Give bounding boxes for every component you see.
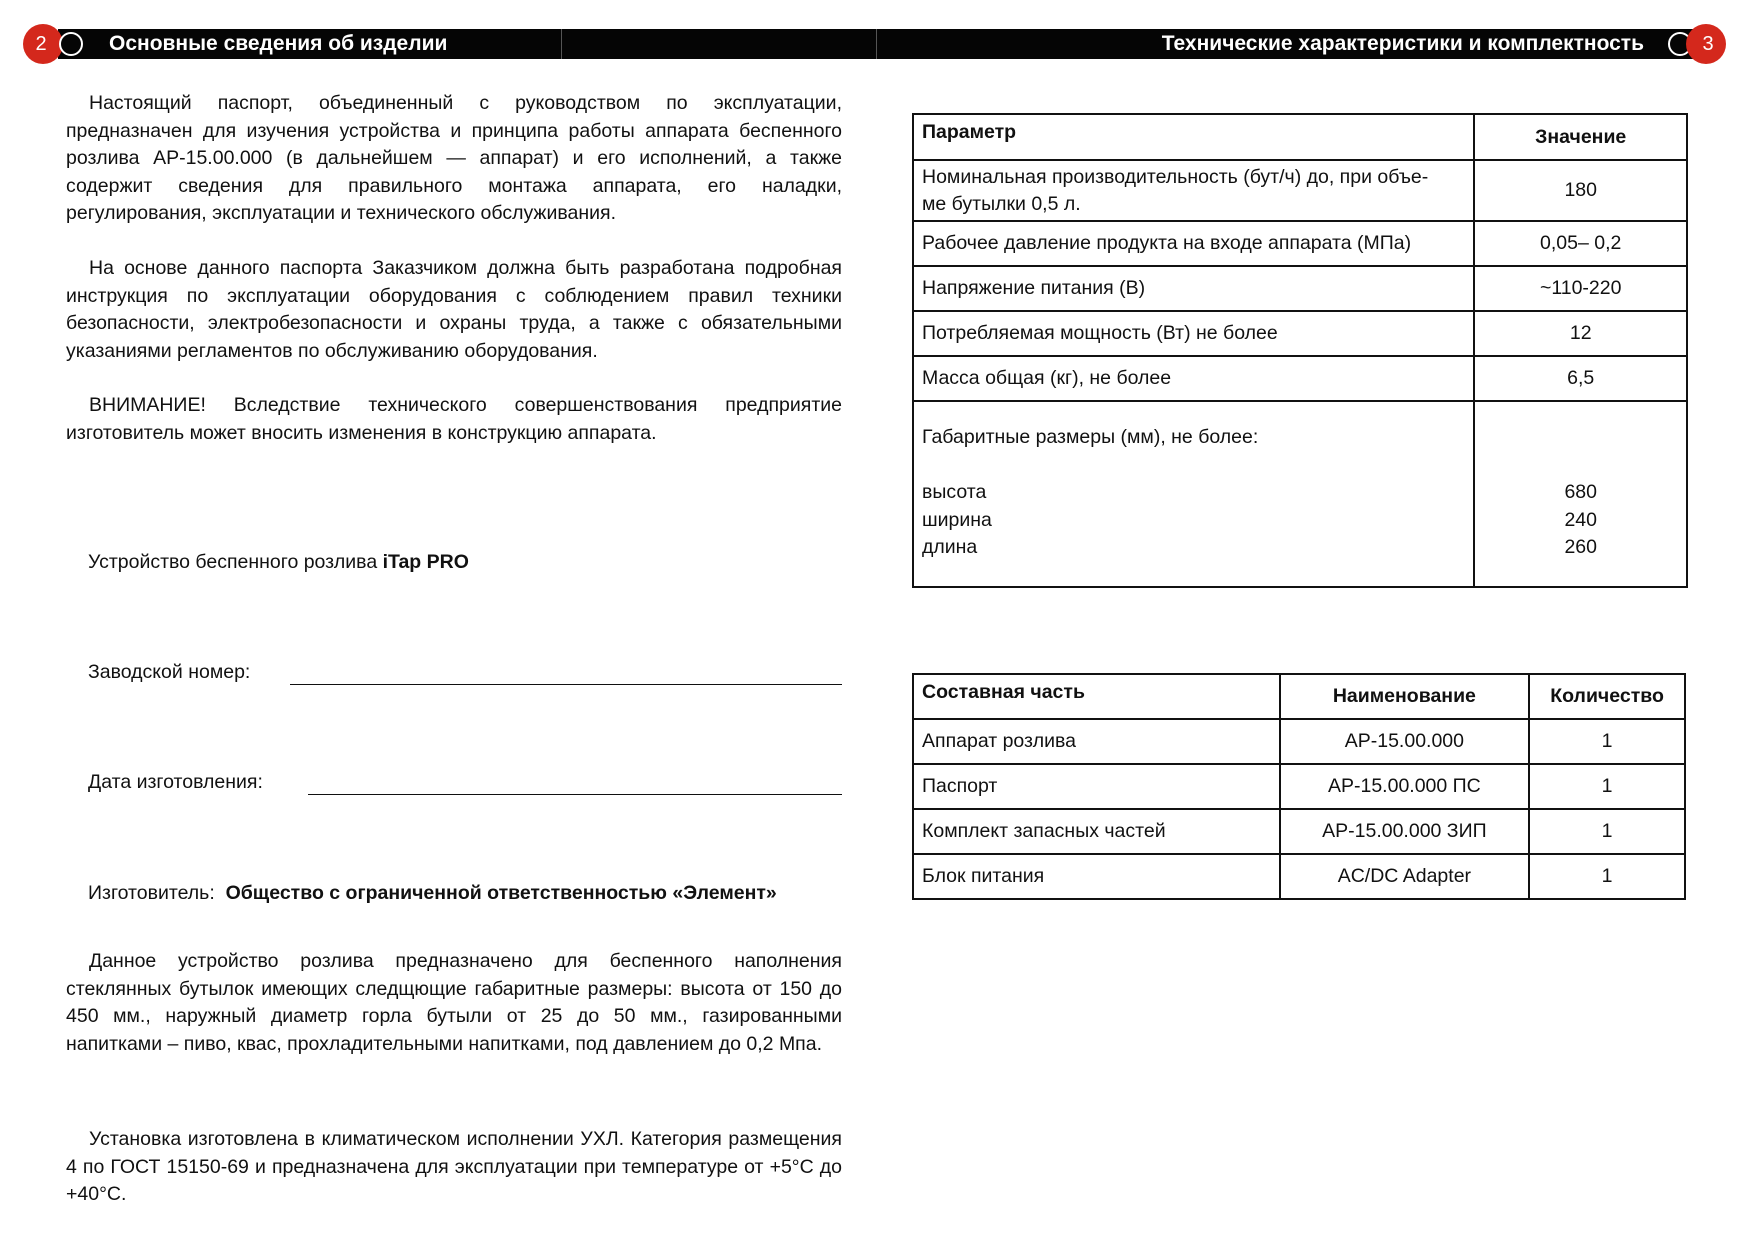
dimensions-title: Габаритные размеры (мм), не более: [922, 426, 1259, 448]
column-header-name: Наименование [1280, 674, 1530, 719]
kit-table [912, 673, 1686, 900]
value-cell: 0,05– 0,2 [1474, 221, 1687, 266]
name-cell: АР-15.00.000 ЗИП [1280, 809, 1530, 854]
manufacturer-name: Общество с ограниченной ответственностью «Элемент» [225, 882, 777, 904]
width-value: 240 [1564, 508, 1597, 531]
page-number-right: 3 [1686, 24, 1726, 64]
page-title-right: Технические характеристики и комплектность [1161, 32, 1644, 55]
value-cell: 6,5 [1474, 356, 1687, 401]
device-line [88, 549, 469, 576]
instructions-paragraph: На основе данного паспорта Заказчиком должна быть разработана подробная инструкция по эксплуатации оборудования с соблюдением правил техники безопасности, электробезопасности и охраны труда, а также с обязательными указаниями регламентов по обслуживанию оборудования. [66, 257, 842, 362]
manufacturer-label: Изготовитель: [88, 882, 226, 904]
height-value: 680 [1564, 481, 1597, 503]
manufacturer-line [88, 880, 777, 907]
header-divider [561, 29, 562, 59]
page-title-left: Основные сведения об изделии [109, 32, 448, 55]
table-row [913, 266, 1687, 311]
value-cell: ~110-220 [1474, 266, 1687, 311]
page-number-left: 2 [23, 24, 63, 64]
part-cell: Паспорт [913, 764, 1280, 809]
column-header-quantity: Количество [1529, 674, 1685, 719]
parameter-cell: Масса общая (кг), не более [913, 356, 1474, 401]
quantity-cell: 1 [1529, 809, 1685, 854]
parameter-text: ме бутылки 0,5 л. [922, 192, 1081, 215]
part-cell: Комплект запасных частей [913, 809, 1280, 854]
warning-paragraph: ВНИМАНИЕ! Вследствие технического совершенствования предприятие изготовитель может вносить изменения в конструкцию аппарата. [66, 394, 842, 444]
device-label: Устройство беспенного розлива [88, 551, 383, 573]
height-label: высота [922, 481, 987, 503]
date-label: Дата изготовления: [88, 771, 263, 793]
length-value: 260 [1564, 536, 1597, 558]
value-cell: 180 [1474, 160, 1687, 221]
parameter-text: Номинальная производительность (бут/ч) до, при объе- [922, 165, 1429, 188]
name-cell: АР-15.00.000 ПС [1280, 764, 1530, 809]
quantity-cell: 1 [1529, 854, 1685, 899]
table-row [913, 356, 1687, 401]
parameter-cell [913, 160, 1474, 221]
table-row [913, 160, 1687, 221]
table-row-dimensions [913, 401, 1687, 587]
climate-paragraph: Установка изготовлена в климатическом исполнении УХЛ. Категория размещения 4 по ГОСТ 15150-69 и предназначена для эксплуатации при температуре от +5°С до +40°С. [66, 1128, 842, 1205]
serial-number-field[interactable] [290, 684, 842, 685]
serial-label: Заводской номер: [88, 661, 251, 683]
column-header-parameter: Параметр [913, 114, 1474, 160]
part-cell: Аппарат розлива [913, 719, 1280, 764]
table-row [913, 764, 1685, 809]
quantity-cell: 1 [1529, 719, 1685, 764]
name-cell: АР-15.00.000 [1280, 719, 1530, 764]
part-cell: Блок питания [913, 854, 1280, 899]
table-header-row [913, 114, 1687, 160]
circle-icon [59, 32, 83, 56]
table-row [913, 719, 1685, 764]
column-header-part: Составная часть [913, 674, 1280, 719]
dimensions-values-cell [1474, 401, 1687, 587]
specs-table [912, 113, 1688, 588]
width-label: ширина [922, 508, 992, 531]
quantity-cell: 1 [1529, 764, 1685, 809]
table-row [913, 221, 1687, 266]
length-label: длина [922, 536, 978, 558]
table-header-row [913, 674, 1685, 719]
name-cell: AC/DC Adapter [1280, 854, 1530, 899]
parameter-cell: Напряжение питания (В) [913, 266, 1474, 311]
parameter-cell: Рабочее давление продукта на входе аппарата (МПа) [913, 221, 1474, 266]
table-row [913, 854, 1685, 899]
table-row [913, 311, 1687, 356]
table-row [913, 809, 1685, 854]
purpose-paragraph: Данное устройство розлива предназначено для беспенного наполнения стеклянных бутылок имеющих следщющие габаритные размеры: высота от 150 до 450 мм., наружный диаметр горла бутыли от 25 до 50 мм., газированными напитками – пиво, квас, прохладительными напитками, под давлением до 0,2 Мпа. [66, 950, 842, 1055]
manufacture-date-field[interactable] [308, 794, 842, 795]
header-divider [876, 29, 877, 59]
dimensions-cell [913, 401, 1474, 587]
device-name: iTap PRO [382, 551, 469, 573]
intro-paragraph: Настоящий паспорт, объединенный с руководством по эксплуатации, предназначен для изучения устройства и принципа работы аппарата беспенного розлива АР-15.00.000 (в дальнейшем — аппарат) и его исполнений, а также содержит сведения для правильного монтажа аппарата, его наладки, регулирования, эксплуатации и технического обслуживания. [66, 92, 842, 224]
parameter-cell: Потребляемая мощность (Вт) не более [913, 311, 1474, 356]
value-cell: 12 [1474, 311, 1687, 356]
column-header-value: Значение [1474, 114, 1687, 160]
